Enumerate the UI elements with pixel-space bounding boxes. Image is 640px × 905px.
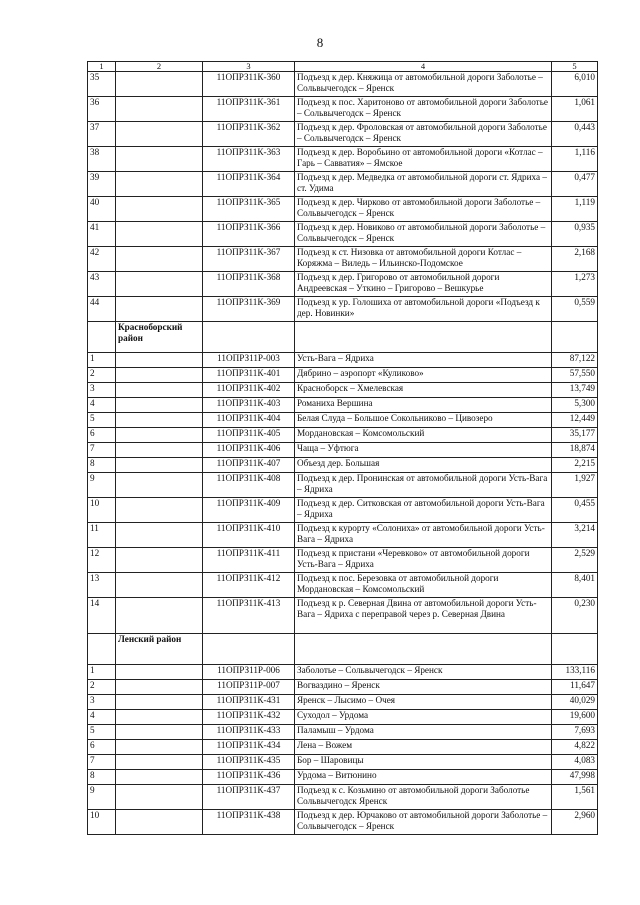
road-length-cell: 2,215: [552, 458, 598, 473]
road-name-cell: Суходол – Урдома: [295, 710, 552, 725]
row-number-cell: 5: [88, 725, 116, 740]
road-name-cell: Подъезд к пристани «Черевково» от автомобильной дороги Усть-Вага – Ядриха: [295, 548, 552, 573]
road-code-cell: 11ОПРЗ11К-401: [203, 368, 295, 383]
district-cell: [116, 172, 203, 197]
row-number-cell: 14: [88, 598, 116, 634]
road-code-cell: 11ОПРЗ11Р-007: [203, 680, 295, 695]
table-row: [88, 770, 598, 785]
road-name-cell: Урдома – Витюнино: [295, 770, 552, 785]
table-row: [88, 740, 598, 755]
district-cell: [116, 297, 203, 322]
road-code-cell: 11ОПРЗ11К-366: [203, 222, 295, 247]
row-number-cell: 4: [88, 710, 116, 725]
road-code-cell: 11ОПРЗ11К-362: [203, 122, 295, 147]
table-row: [88, 247, 598, 272]
road-code-cell: 11ОПРЗ11К-431: [203, 695, 295, 710]
district-cell: [116, 810, 203, 835]
table-row: [88, 785, 598, 810]
road-length-cell: 0,230: [552, 598, 598, 634]
table-row: [88, 353, 598, 368]
row-number-cell: 38: [88, 147, 116, 172]
district-cell: [116, 272, 203, 297]
table-row: [88, 72, 598, 97]
road-length-cell: 1,119: [552, 197, 598, 222]
road-code-cell: 11ОПРЗ11К-368: [203, 272, 295, 297]
district-cell: [116, 523, 203, 548]
road-name-cell: Подъезд к р. Северная Двина от автомобильной дороги Усть-Вага – Ядриха с переправой через р. Северная Двина: [295, 598, 552, 634]
road-length-cell: 8,401: [552, 573, 598, 598]
road-length-cell: 2,168: [552, 247, 598, 272]
table-row: [88, 598, 598, 634]
table-row: [88, 443, 598, 458]
district-cell: [116, 428, 203, 443]
road-code-cell: 11ОПРЗ11Р-003: [203, 353, 295, 368]
road-name-cell: Подъезд к дер. Медведка от автомобильной дороги ст. Ядриха – ст. Удима: [295, 172, 552, 197]
road-length-cell: 3,214: [552, 523, 598, 548]
road-length-cell: 12,449: [552, 413, 598, 428]
road-name-cell: [295, 322, 552, 353]
road-length-cell: 0,935: [552, 222, 598, 247]
row-number-cell: 7: [88, 755, 116, 770]
road-name-cell: Яренск – Лысимо – Очея: [295, 695, 552, 710]
district-cell: [116, 72, 203, 97]
district-cell: [116, 443, 203, 458]
road-code-cell: 11ОПРЗ11К-405: [203, 428, 295, 443]
column-header: 1: [88, 62, 116, 72]
table-row: [88, 172, 598, 197]
road-code-cell: 11ОПРЗ11К-363: [203, 147, 295, 172]
table-row: [88, 523, 598, 548]
road-code-cell: 11ОПРЗ11К-367: [203, 247, 295, 272]
table-row: [88, 473, 598, 498]
road-code-cell: 11ОПРЗ11К-404: [203, 413, 295, 428]
road-length-cell: 5,300: [552, 398, 598, 413]
road-length-cell: 4,083: [552, 755, 598, 770]
table-row: [88, 428, 598, 443]
road-name-cell: Подъезд к дер. Ситковская от автомобильной дороги Усть-Вага – Ядриха: [295, 498, 552, 523]
road-length-cell: 0,443: [552, 122, 598, 147]
road-length-cell: 2,960: [552, 810, 598, 835]
road-name-cell: Подъезд к дер. Чирково от автомобильной дороги Заболотье – Сольвычегодск – Яренск: [295, 197, 552, 222]
district-cell: [116, 458, 203, 473]
road-length-cell: 7,693: [552, 725, 598, 740]
road-name-cell: Подъезд к дер. Пронинская от автомобильной дороги Усть-Вага – Ядриха: [295, 473, 552, 498]
row-number-cell: 9: [88, 785, 116, 810]
district-cell: [116, 383, 203, 398]
road-code-cell: 11ОПРЗ11К-403: [203, 398, 295, 413]
road-length-cell: 18,874: [552, 443, 598, 458]
district-cell: [116, 740, 203, 755]
road-name-cell: Красноборск – Хмелевская: [295, 383, 552, 398]
road-name-cell: Подъезд к дер. Фроловская от автомобильной дороги Заболотье – Сольвычегодск – Яренск: [295, 122, 552, 147]
road-name-cell: Подъезд к пос. Харитоново от автомобильной дороги Заболотье – Сольвычегодск – Яренск: [295, 97, 552, 122]
table-row: [88, 383, 598, 398]
road-name-cell: Вогваздино – Яренск: [295, 680, 552, 695]
road-code-cell: 11ОПРЗ11К-360: [203, 72, 295, 97]
road-name-cell: Подъезд к с. Козьмино от автомобильной дороги Заболотье Сольвычегодск Яренск: [295, 785, 552, 810]
row-number-cell: 2: [88, 680, 116, 695]
road-name-cell: Подъезд к пос. Березовка от автомобильной дороги Мордановская – Комсомольский: [295, 573, 552, 598]
table-row: [88, 680, 598, 695]
road-length-cell: 1,273: [552, 272, 598, 297]
row-number-cell: 1: [88, 353, 116, 368]
row-number-cell: 7: [88, 443, 116, 458]
table-row: [88, 725, 598, 740]
road-code-cell: 11ОПРЗ11К-437: [203, 785, 295, 810]
road-length-cell: 1,927: [552, 473, 598, 498]
district-cell: [116, 247, 203, 272]
road-code-cell: 11ОПРЗ11К-432: [203, 710, 295, 725]
road-length-cell: [552, 322, 598, 353]
district-heading: Ленский район: [116, 634, 203, 665]
district-cell: [116, 122, 203, 147]
row-number-cell: 9: [88, 473, 116, 498]
table-row: [88, 498, 598, 523]
roads-table: [87, 61, 598, 835]
district-cell: [116, 680, 203, 695]
road-length-cell: 57,550: [552, 368, 598, 383]
road-code-cell: 11ОПРЗ11К-408: [203, 473, 295, 498]
district-cell: [116, 598, 203, 634]
row-number-cell: 3: [88, 695, 116, 710]
row-number-cell: 12: [88, 548, 116, 573]
road-code-cell: 11ОПРЗ11К-413: [203, 598, 295, 634]
road-code-cell: 11ОПРЗ11К-433: [203, 725, 295, 740]
road-code-cell: 11ОПРЗ11К-411: [203, 548, 295, 573]
road-name-cell: Подъезд к дер. Юрчаково от автомобильной дороги Заболотье – Сольвычегодск – Яренск: [295, 810, 552, 835]
district-cell: [116, 665, 203, 680]
row-number-cell: 2: [88, 368, 116, 383]
road-name-cell: Дябрино – аэропорт «Куликово»: [295, 368, 552, 383]
road-name-cell: Белая Слуда – Большое Сокольниково – Цивозеро: [295, 413, 552, 428]
road-code-cell: 11ОПРЗ11К-364: [203, 172, 295, 197]
road-length-cell: 11,647: [552, 680, 598, 695]
table-row: [88, 97, 598, 122]
road-length-cell: 47,998: [552, 770, 598, 785]
road-name-cell: Подъезд к ст. Низовка от автомобильной дороги Котлас – Коряжма – Виледь – Ильинско-Подомское: [295, 247, 552, 272]
table-row: [88, 147, 598, 172]
road-name-cell: Лена – Вожем: [295, 740, 552, 755]
district-cell: [116, 695, 203, 710]
row-number-cell: 40: [88, 197, 116, 222]
table-row: [88, 695, 598, 710]
table-row: [88, 398, 598, 413]
column-header: 2: [116, 62, 203, 72]
row-number-cell: 43: [88, 272, 116, 297]
road-length-cell: 1,061: [552, 97, 598, 122]
road-length-cell: 40,029: [552, 695, 598, 710]
table-row: [88, 222, 598, 247]
road-code-cell: 11ОПРЗ11К-435: [203, 755, 295, 770]
row-number-cell: [88, 634, 116, 665]
row-number-cell: 41: [88, 222, 116, 247]
column-header: 4: [295, 62, 552, 72]
road-code-cell: 11ОПРЗ11К-434: [203, 740, 295, 755]
table-row: [88, 710, 598, 725]
road-name-cell: Чаща – Уфтюга: [295, 443, 552, 458]
section-row: [88, 322, 598, 353]
row-number-cell: 8: [88, 770, 116, 785]
row-number-cell: 6: [88, 740, 116, 755]
road-code-cell: 11ОПРЗ11К-402: [203, 383, 295, 398]
table-row: [88, 197, 598, 222]
row-number-cell: 37: [88, 122, 116, 147]
district-cell: [116, 473, 203, 498]
row-number-cell: 5: [88, 413, 116, 428]
road-name-cell: Романиха Вершина: [295, 398, 552, 413]
row-number-cell: 10: [88, 810, 116, 835]
road-name-cell: Подъезд к дер. Новиково от автомобильной дороги Заболотье – Сольвычегодск – Яренск: [295, 222, 552, 247]
district-cell: [116, 368, 203, 383]
road-length-cell: 2,529: [552, 548, 598, 573]
district-cell: [116, 785, 203, 810]
road-code-cell: [203, 634, 295, 665]
row-number-cell: 13: [88, 573, 116, 598]
row-number-cell: [88, 322, 116, 353]
table-row: [88, 810, 598, 835]
road-length-cell: 1,116: [552, 147, 598, 172]
road-code-cell: 11ОПРЗ11К-407: [203, 458, 295, 473]
row-number-cell: 39: [88, 172, 116, 197]
district-cell: [116, 147, 203, 172]
row-number-cell: 36: [88, 97, 116, 122]
row-number-cell: 4: [88, 398, 116, 413]
road-code-cell: 11ОПРЗ11К-409: [203, 498, 295, 523]
road-code-cell: 11ОПРЗ11К-361: [203, 97, 295, 122]
road-length-cell: 133,116: [552, 665, 598, 680]
road-length-cell: 6,010: [552, 72, 598, 97]
road-length-cell: 0,455: [552, 498, 598, 523]
road-length-cell: 1,561: [552, 785, 598, 810]
road-length-cell: 87,122: [552, 353, 598, 368]
road-name-cell: Объезд дер. Большая: [295, 458, 552, 473]
table-row: [88, 458, 598, 473]
row-number-cell: 11: [88, 523, 116, 548]
row-number-cell: 6: [88, 428, 116, 443]
row-number-cell: 8: [88, 458, 116, 473]
district-heading: Красноборский район: [116, 322, 203, 353]
row-number-cell: 44: [88, 297, 116, 322]
road-length-cell: 13,749: [552, 383, 598, 398]
district-cell: [116, 573, 203, 598]
row-number-cell: 1: [88, 665, 116, 680]
district-cell: [116, 770, 203, 785]
table-row: [88, 573, 598, 598]
row-number-cell: 35: [88, 72, 116, 97]
road-length-cell: 0,477: [552, 172, 598, 197]
column-header: 5: [552, 62, 598, 72]
header-row: [88, 62, 598, 72]
column-header: 3: [203, 62, 295, 72]
district-cell: [116, 97, 203, 122]
road-code-cell: 11ОПРЗ11Р-006: [203, 665, 295, 680]
road-name-cell: Мордановская – Комсомольский: [295, 428, 552, 443]
district-cell: [116, 710, 203, 725]
table-row: [88, 368, 598, 383]
table-row: [88, 122, 598, 147]
road-name-cell: Подъезд к курорту «Солониха» от автомобильной дороги Усть-Вага – Ядриха: [295, 523, 552, 548]
road-code-cell: 11ОПРЗ11К-369: [203, 297, 295, 322]
road-length-cell: 0,559: [552, 297, 598, 322]
road-name-cell: Бор – Шаровицы: [295, 755, 552, 770]
table-row: [88, 297, 598, 322]
road-length-cell: 19,600: [552, 710, 598, 725]
road-code-cell: 11ОПРЗ11К-412: [203, 573, 295, 598]
road-name-cell: Подъезд к дер. Воробьино от автомобильной дороги «Котлас – Гарь – Савватия» – Ямское: [295, 147, 552, 172]
road-code-cell: [203, 322, 295, 353]
table-row: [88, 413, 598, 428]
road-code-cell: 11ОПРЗ11К-436: [203, 770, 295, 785]
table-row: [88, 548, 598, 573]
row-number-cell: 3: [88, 383, 116, 398]
road-code-cell: 11ОПРЗ11К-406: [203, 443, 295, 458]
road-length-cell: 35,177: [552, 428, 598, 443]
table-row: [88, 755, 598, 770]
district-cell: [116, 548, 203, 573]
road-name-cell: [295, 634, 552, 665]
page-number: 8: [316, 35, 324, 50]
road-name-cell: Подъезд к дер. Княжица от автомобильной дороги Заболотье – Сольвычегодск – Яренск: [295, 72, 552, 97]
road-length-cell: [552, 634, 598, 665]
section-row: [88, 634, 598, 665]
district-cell: [116, 498, 203, 523]
road-code-cell: 11ОПРЗ11К-365: [203, 197, 295, 222]
district-cell: [116, 197, 203, 222]
road-name-cell: Подъезд к ур. Голошиха от автомобильной дороги «Подъезд к дер. Новинки»: [295, 297, 552, 322]
district-cell: [116, 353, 203, 368]
district-cell: [116, 725, 203, 740]
district-cell: [116, 413, 203, 428]
road-code-cell: 11ОПРЗ11К-410: [203, 523, 295, 548]
table-row: [88, 272, 598, 297]
district-cell: [116, 755, 203, 770]
row-number-cell: 10: [88, 498, 116, 523]
road-code-cell: 11ОПРЗ11К-438: [203, 810, 295, 835]
table-row: [88, 665, 598, 680]
road-length-cell: 4,822: [552, 740, 598, 755]
road-name-cell: Усть-Вага – Ядриха: [295, 353, 552, 368]
road-name-cell: Паламыш – Урдома: [295, 725, 552, 740]
road-name-cell: Заболотье – Сольвычегодск – Яренск: [295, 665, 552, 680]
row-number-cell: 42: [88, 247, 116, 272]
district-cell: [116, 398, 203, 413]
district-cell: [116, 222, 203, 247]
road-name-cell: Подъезд к дер. Григорово от автомобильной дороги Андреевская – Уткино – Григорово – Вешкурье: [295, 272, 552, 297]
